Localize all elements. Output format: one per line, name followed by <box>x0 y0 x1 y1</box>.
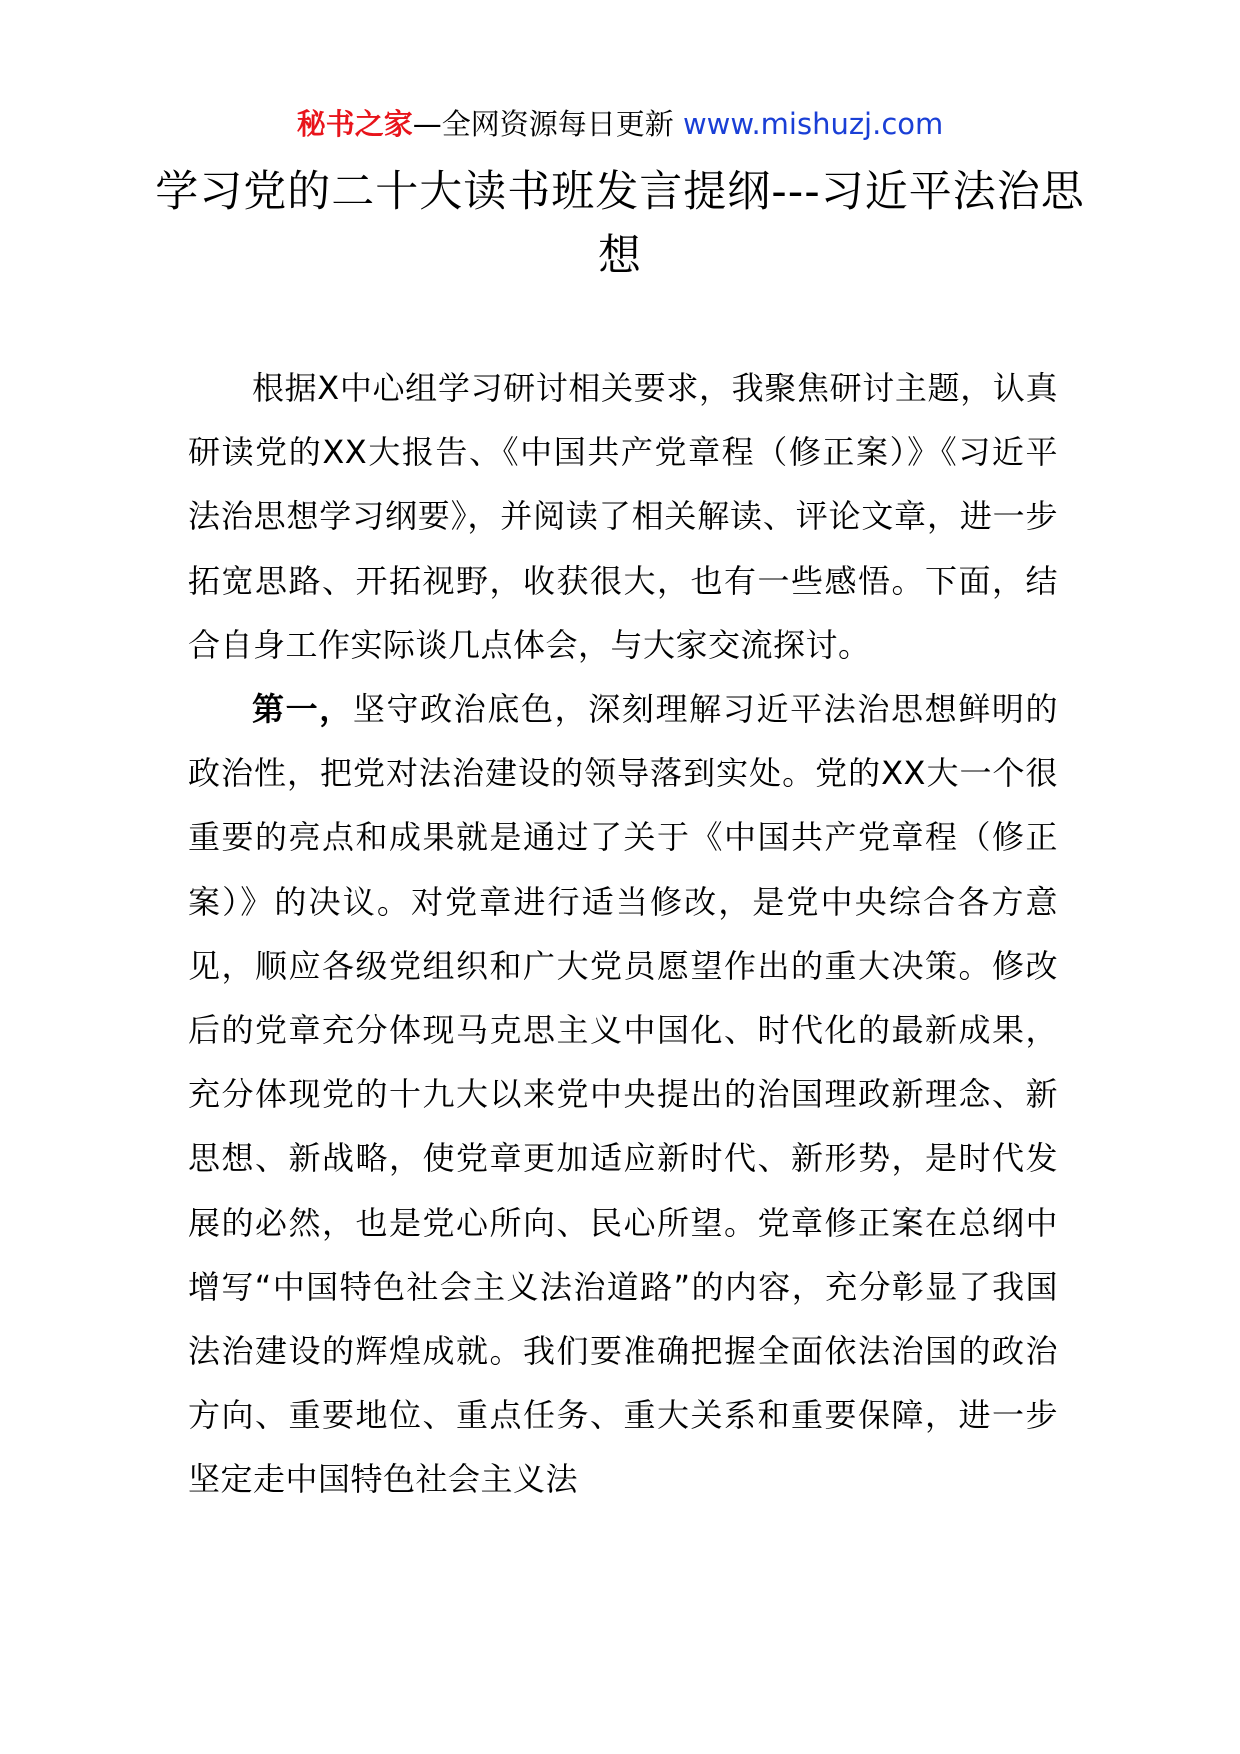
paragraph-intro <box>188 356 1058 677</box>
brand-name: 秘书之家 <box>296 107 413 141</box>
paragraph-text: 根据X中心组学习研讨相关要求，我聚焦研讨主题，认真研读党的XX大报告、《中国共产党章程（修正案）》《习近平法治思想学习纲要》，并阅读了相关解读、评论文章，进一步拓宽思路、开拓视野，收获很大，也有一些感悟。下面，结合自身工作实际谈几点体会，与大家交流探讨。 <box>188 369 1058 664</box>
watermark-header <box>0 104 1240 144</box>
website-link[interactable]: www.mishuzj.com <box>682 107 944 141</box>
paragraph-text: 坚守政治底色，深刻理解习近平法治思想鲜明的政治性，把党对法治建设的领导落到实处。党的XX大一个很重要的亮点和成果就是通过了关于《中国共产党章程（修正案）》的决议。对党章进行适当修改，是党中央综合各方意见，顺应各级党组织和广大党员愿望作出的重大决策。修改后的党章充分体现马克思主义中国化、时代化的最新成果，充分体现党的十九大以来党中央提出的治国理政新理念、新思想、新战略，使党章更加适应新时代、新形势，是时代发展的必然，也是党心所向、民心所望。党章修正案在总纲中增写“中国特色社会主义法治道路”的内容，充分彰显了我国法治建设的辉煌成就。我们要准确把握全面依法治国的政治方向、重要地位、重点任务、重大关系和重要保障，进一步坚定走中国特色社会主义法 <box>188 690 1058 1499</box>
paragraph-lead: 第一， <box>252 690 353 729</box>
header-tagline: —全网资源每日更新 <box>412 107 683 141</box>
document-body <box>188 356 1058 1512</box>
paragraph-point-one <box>188 677 1058 1512</box>
document-title: 学习党的二十大读书班发言提纲---习近平法治思想 <box>155 167 1085 281</box>
